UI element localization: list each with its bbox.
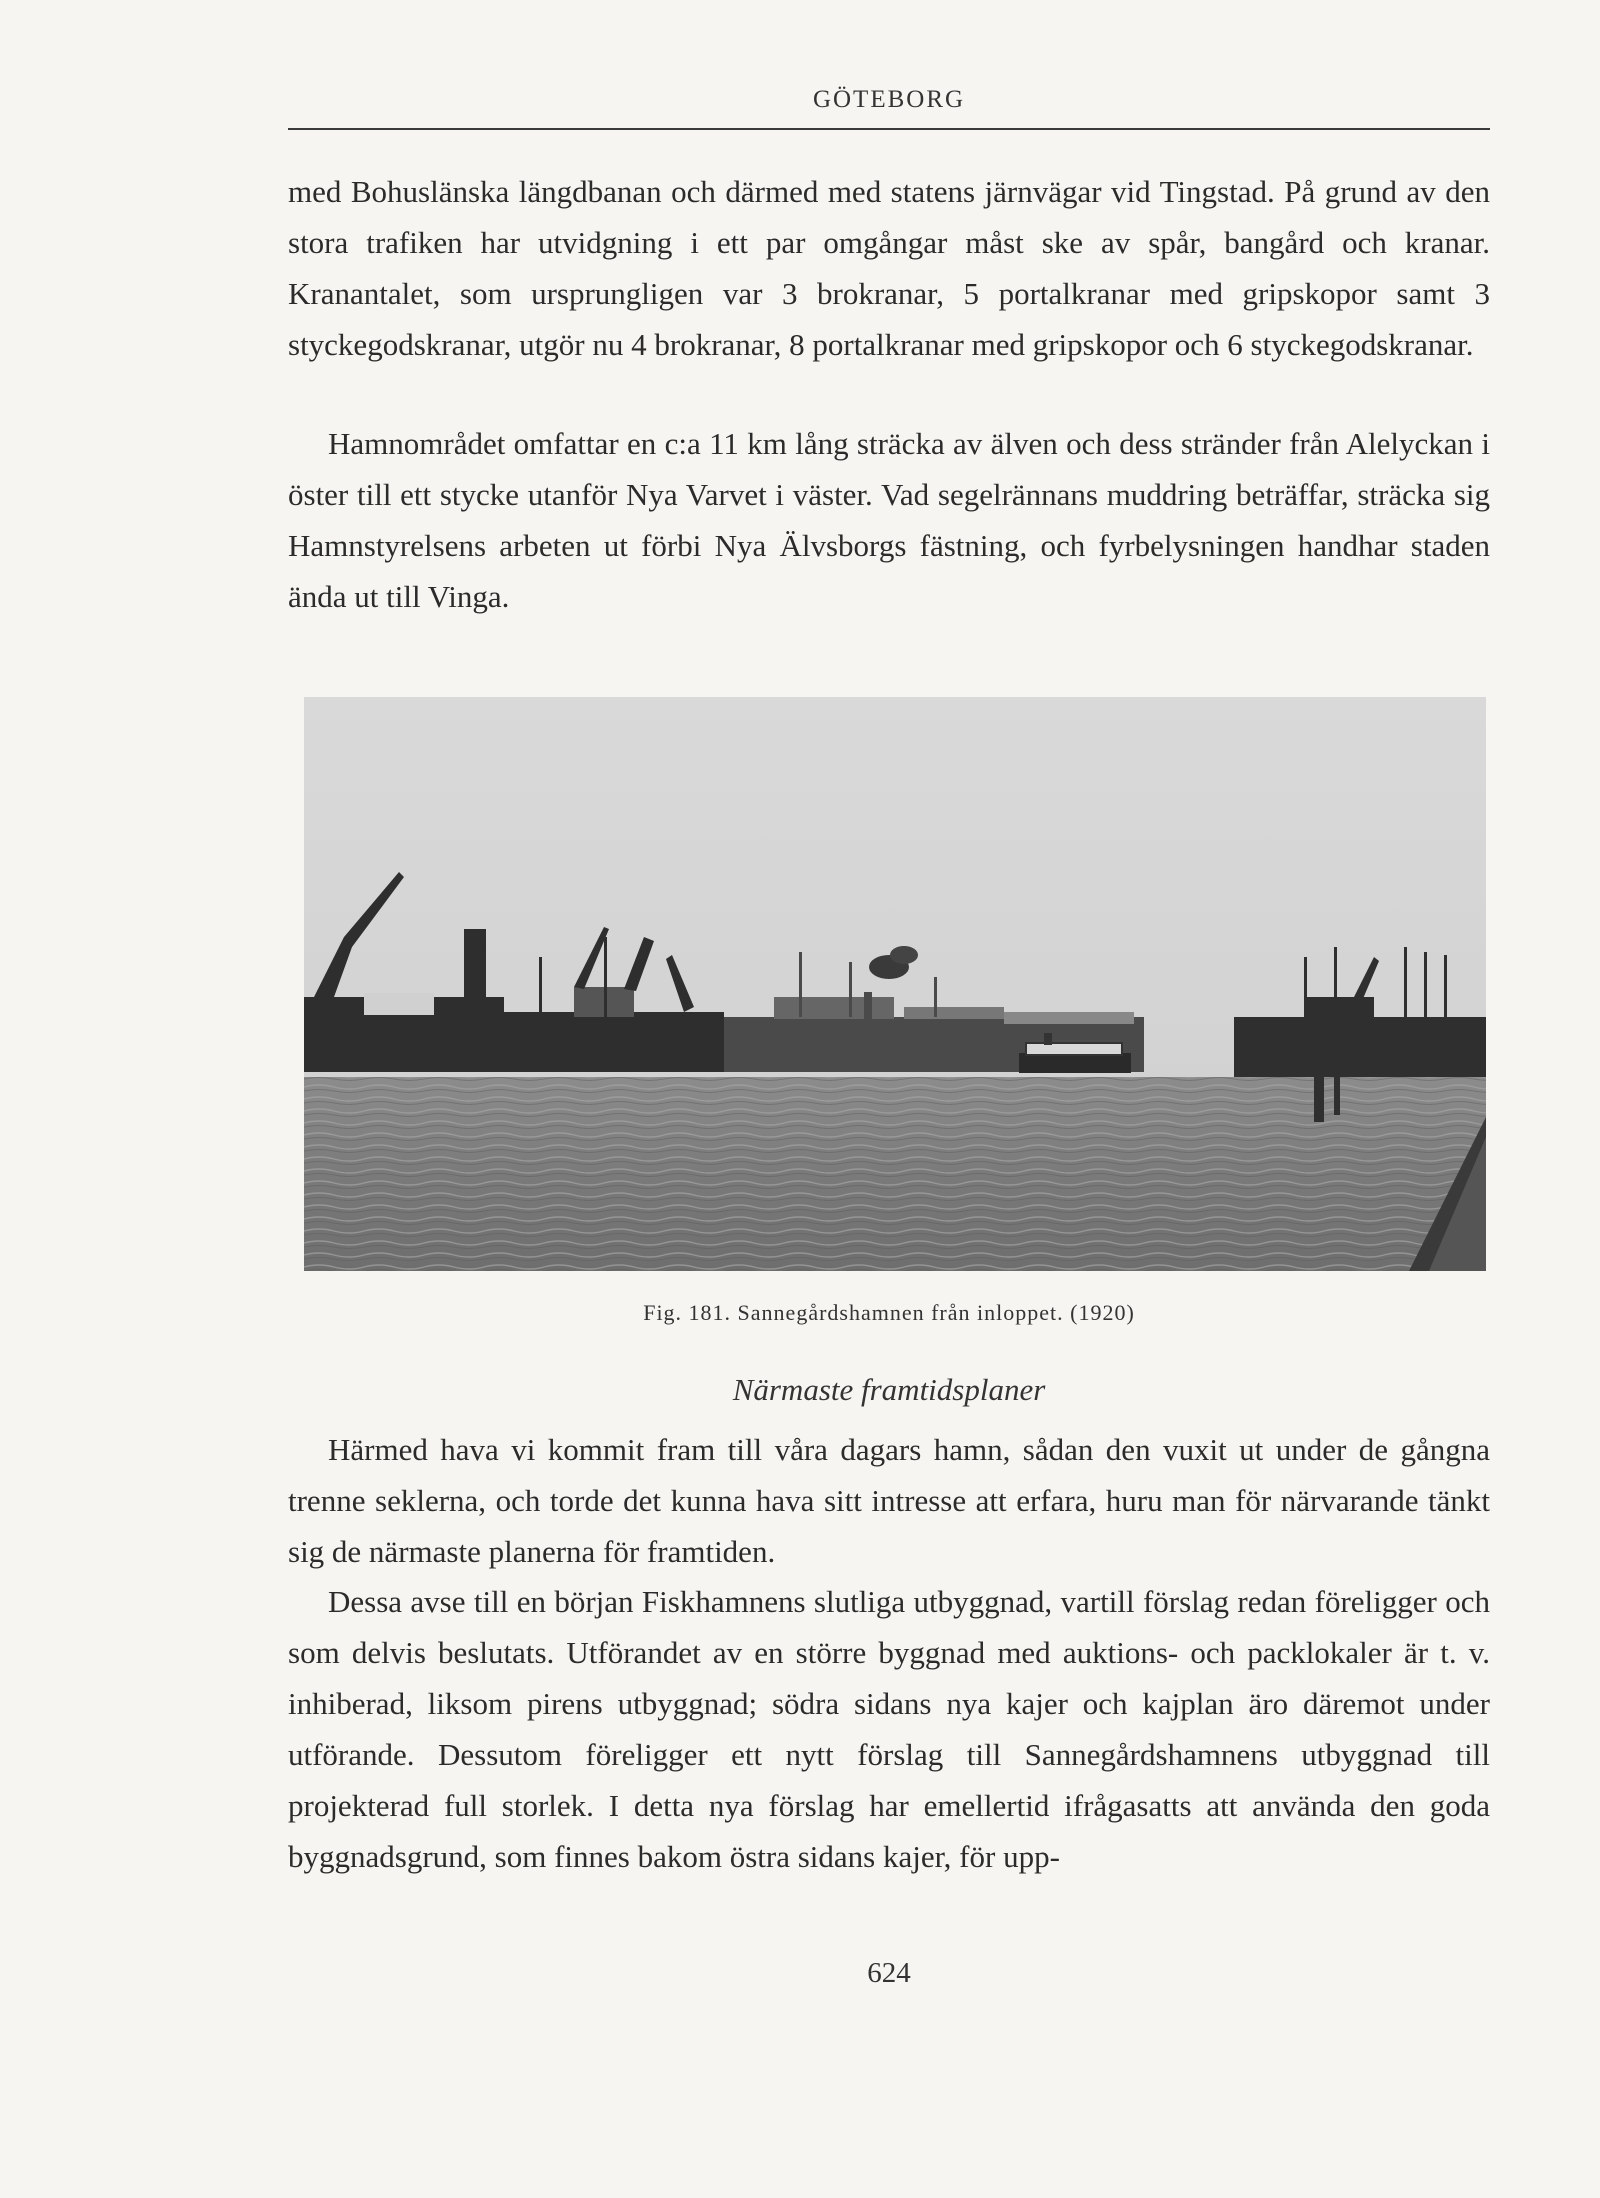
water-ripples <box>304 1077 1486 1271</box>
body-paragraph: Hamnområdet omfattar en c:a 11 km lång sträcka av älven och dess stränder från Alelyckan i öster till ett stycke utanför Nya Varvet i väster. Vad segelrännans muddring beträffar, sträcka sig Hamnstyrelsens arbeten ut förbi Nya Älvsborgs fästning, och fyrbelysningen handhar staden ända ut till Vinga. <box>288 426 1490 614</box>
body-paragraph: Dessa avse till en början Fiskhamnens slutliga utbyggnad, vartill förslag redan föreligger och som delvis beslutats. Utförandet av en större byggnad med auktions- och packlokaler är t. v. inhiberad, liksom pirens utbyggnad; södra sidans nya kajer och kajplan äro däremot under utförande. Dessutom föreligger ett nytt förslag till Sannegårdshamnens utbyggnad till projekterad full storlek. I detta nya förslag har emellertid ifrågasatts att använda den goda byggnadsgrund, som finnes bakom östra sidans kajer, för upp- <box>288 1584 1490 1874</box>
section-heading: Närmaste framtidsplaner <box>732 1372 1046 1407</box>
harbor-photo-illustration <box>304 697 1486 1271</box>
body-paragraph: med Bohuslänska längdbanan och därmed med statens järnvägar vid Tingstad. På grund av den stora trafiken har utvidgning i ett par omgångar måst ske av spår, bangård och kranar. Kranantalet, som ursprungligen var 3 brokranar, 5 portalkranar med gripskopor samt 3 styckegodskranar, utgör nu 4 brokranar, 8 portalkranar med gripskopor och 6 styckegodskranar. <box>288 174 1490 362</box>
body-paragraph: Härmed hava vi kommit fram till våra dagars hamn, sådan den vuxit ut under de gångna trenne seklerna, och torde det kunna hava sitt intresse att erfara, huru man för närvarande tänkt sig de närmaste planerna för framtiden. <box>288 1432 1490 1569</box>
header-rule <box>288 128 1490 130</box>
running-head: GÖTEBORG <box>812 86 966 113</box>
harbor-photograph <box>304 697 1486 1271</box>
figure-caption: Fig. 181. Sannegårdshamnen från inloppet. (1920) <box>643 1300 1135 1325</box>
page-number: 624 <box>867 1957 911 1989</box>
